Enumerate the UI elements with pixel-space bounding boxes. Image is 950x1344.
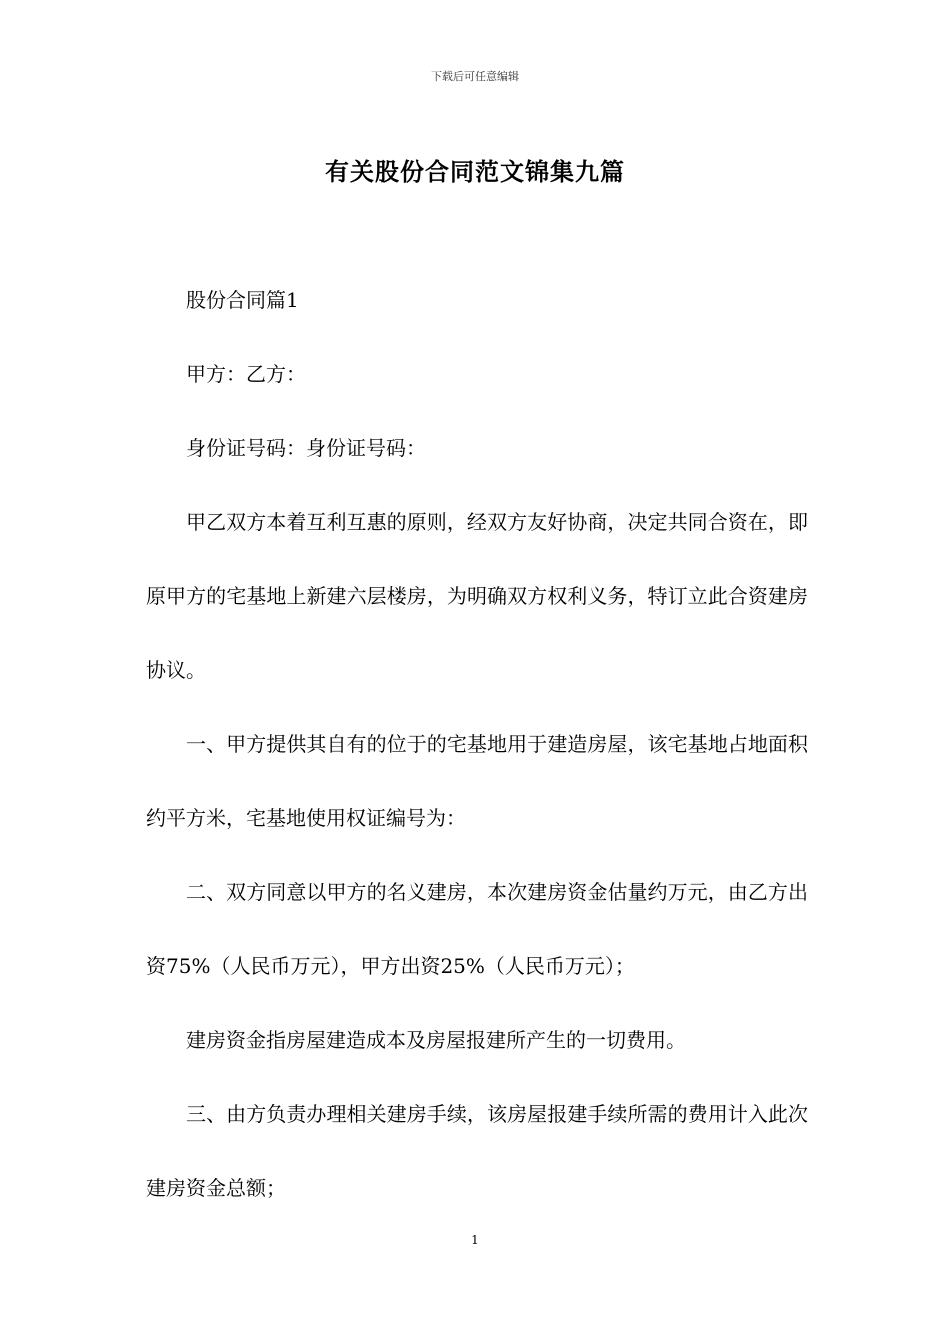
paragraph: 三、由方负责办理相关建房手续，该房屋报建手续所需的费用计入此次建房资金总额； bbox=[146, 1102, 808, 1200]
paragraph: 股份合同篇1 bbox=[186, 288, 299, 312]
page-number: 1 bbox=[471, 1233, 479, 1247]
header-note: 下载后可任意编辑 bbox=[431, 70, 519, 83]
paragraph: 建房资金指房屋建造成本及房屋报建所产生的一切费用。 bbox=[186, 1028, 686, 1052]
document-body bbox=[146, 263, 808, 1225]
paragraph: 二、双方同意以甲方的名义建房，本次建房资金估量约万元，由乙方出资75%（人民币万元），甲方出资25%（人民币万元）； bbox=[146, 880, 808, 978]
document-title: 有关股份合同范文锦集九篇 bbox=[325, 157, 625, 186]
paragraph: 一、甲方提供其自有的位于的宅基地用于建造房屋，该宅基地占地面积约平方米，宅基地使用权证编号为： bbox=[146, 732, 808, 830]
paragraph: 身份证号码：身份证号码： bbox=[186, 436, 426, 460]
paragraph: 甲乙双方本着互利互惠的原则，经双方友好协商，决定共同合资在，即原甲方的宅基地上新建六层楼房，为明确双方权利义务，特订立此合资建房协议。 bbox=[146, 510, 808, 682]
paragraph: 甲方：乙方： bbox=[186, 362, 306, 386]
